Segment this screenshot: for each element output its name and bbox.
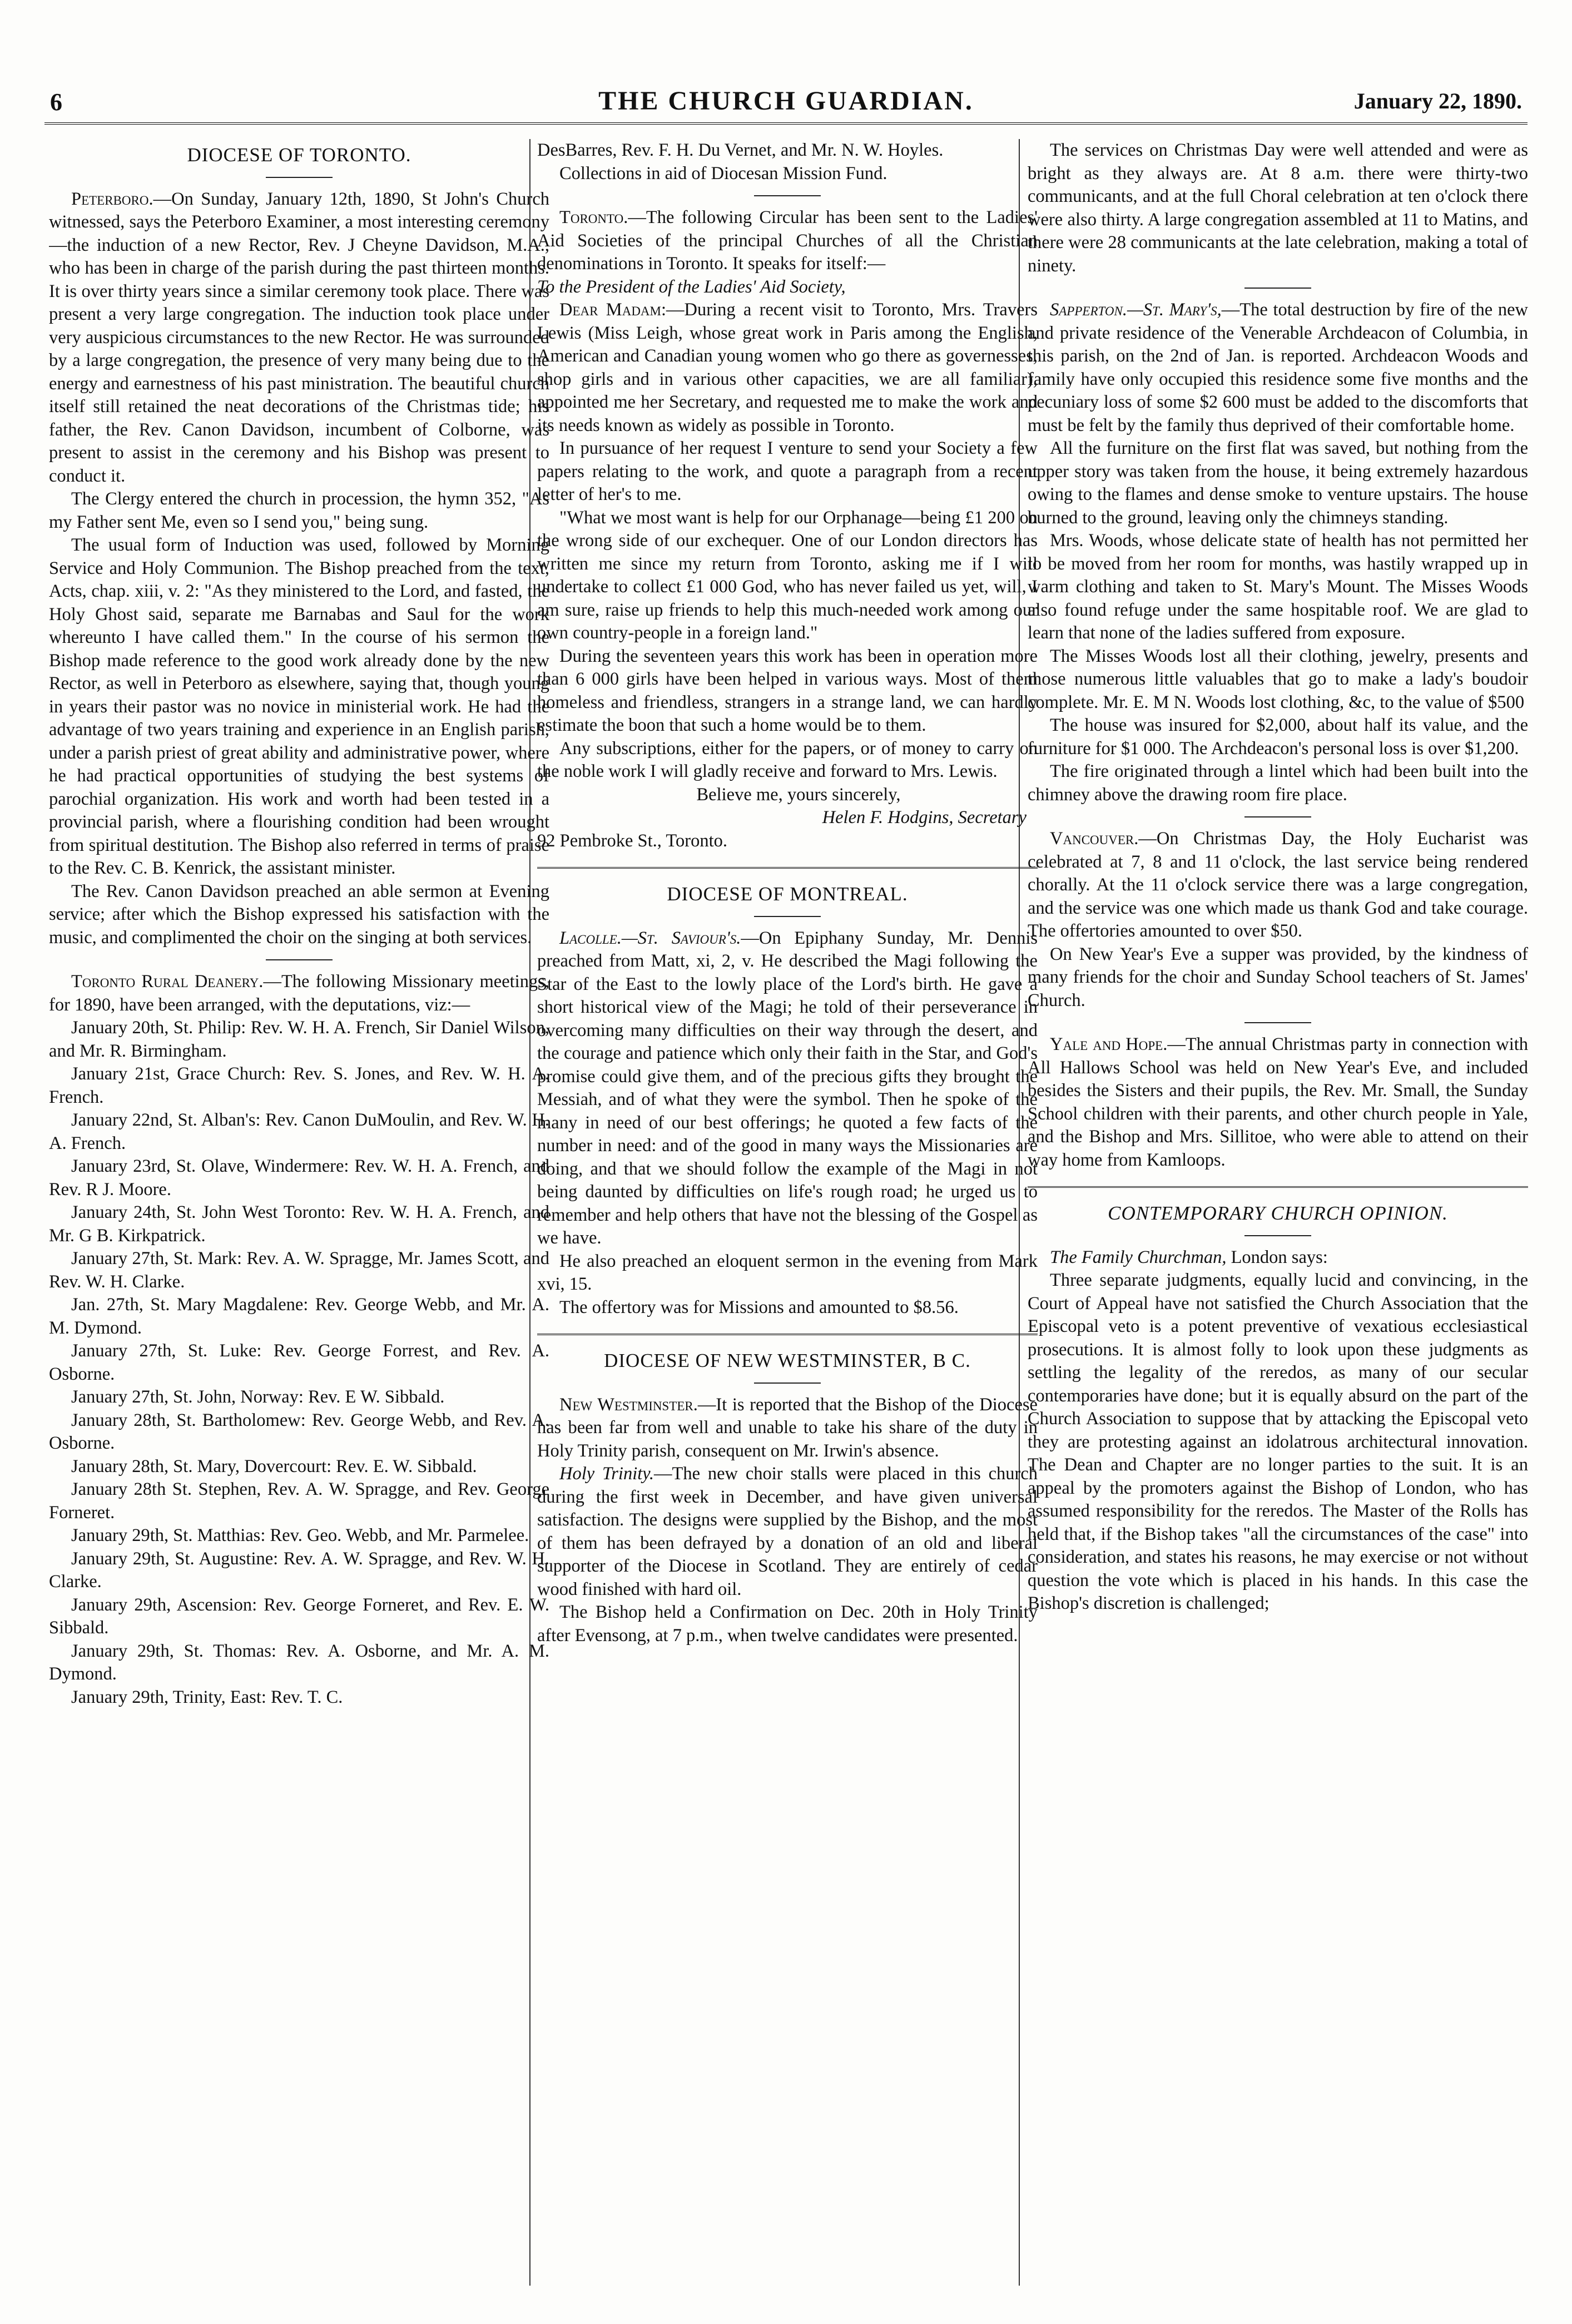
divider [1244, 1022, 1311, 1023]
letter-address: To the President of the Ladies' Aid Society, [537, 276, 846, 297]
paragraph-text: —The total destruction by fire of the new and private residence of the Venerable Archdeacon of Columbia, in this parish, on the 2nd of Jan. is reported. Archdeacon Woods and family have only occupied this residence some five months and the pecuniary loss of some $2 600 must be added to the discomforts that must be felt by the family thus deprived of their comfortable home. [1028, 300, 1528, 435]
list-item: January 23rd, St. Olave, Windermere: Rev. W. H. A. French, and Rev. R J. Moore. [49, 1156, 549, 1200]
list-item: January 27th, St. John, Norway: Rev. E W. Sibbald. [71, 1387, 445, 1407]
list-item: January 20th, St. Philip: Rev. W. H. A. French, Sir Daniel Wilson, and Mr. R. Birmingham. [49, 1018, 549, 1061]
divider [266, 177, 333, 178]
list-item: January 21st, Grace Church: Rev. S. Jones, and Rev. W. H. A. French. [49, 1064, 549, 1107]
divider [1244, 288, 1311, 289]
list-item: January 28th St. Stephen, Rev. A. W. Spragge, and Rev. George Forneret. [49, 1479, 549, 1523]
paragraph [49, 970, 549, 1017]
list-item: January 29th, St. Augustine: Rev. A. W. Spragge, and Rev. W. H. Clarke. [49, 1548, 549, 1592]
list-item: January 29th, St. Matthias: Rev. Geo. Webb, and Mr. Parmelee. [71, 1525, 529, 1545]
source-name: The Family Churchman, [1050, 1247, 1227, 1267]
paragraph: Collections in aid of Diocesan Mission Fund. [559, 163, 887, 184]
list-item: January 27th, St. Luke: Rev. George Forrest, and Rev. A. Osborne. [49, 1341, 549, 1384]
page-header [44, 83, 1528, 125]
section-divider [537, 867, 1038, 870]
section-heading: DIOCESE OF NEW WESTMINSTER, B C. [604, 1350, 971, 1371]
column-3 [1028, 139, 1528, 2297]
paragraph: "What we most want is help for our Orphanage—being £1 200 on the wrong side of our exchequer. One of our London directors has written me since my return from Toronto, asking me if I will undertake to collect £1 000 God, who has never failed us yet, will, I am sure, raise up friends to help this much-needed work among our own country-people in a foreign land." [537, 507, 1038, 643]
section-heading: DIOCESE OF MONTREAL. [667, 883, 908, 905]
list-item: January 22nd, St. Alban's: Rev. Canon DuMoulin, and Rev. W. H. A. French. [49, 1110, 549, 1153]
paragraph [1028, 1246, 1528, 1270]
section-heading: DIOCESE OF TORONTO. [187, 144, 411, 166]
list-item: January 29th, Trinity, East: Rev. T. C. [71, 1687, 343, 1707]
paragraph [537, 299, 1038, 437]
dateline: Peterboro. [71, 189, 153, 209]
signature: Helen F. Hodgins, Secretary [822, 807, 1026, 827]
paragraph: Three separate judgments, equally lucid and convincing, in the Court of Appeal have not satisfied the Church Association that the Episcopal veto is a potent preventive of vexatious ecclesiastical prosecutions. It is almost folly to look upon these judgments as settling the legality of the reredos, as many of our secular contemporaries have done; but it is equally absurd on the part of the Church Association to suppose that by attacking the Episcopal veto they are protesting against an idolatrous architectural innovation. The Dean and Chapter are no longer parties to the suit. It is an appeal by the promoters against the Bishop of London, who has assumed responsibility for the reredos. The Master of the Rolls has held that, if the Bishop takes "all the circumstances of the case" into consideration, and states his reasons, he may exercise or not without question the vote which is placed in his hands. In this case the Bishop's discretion is challenged; [1028, 1270, 1528, 1613]
paragraph: The Clergy entered the church in procession, the hymn 352, "As my Father sent Me, even so I send you," being sung. [49, 489, 549, 532]
paragraph: He also preached an eloquent sermon in the evening from Mark xvi, 15. [537, 1251, 1038, 1294]
masthead-title: THE CHURCH GUARDIAN. [598, 86, 974, 116]
paragraph-text: —It is reported that the Bishop of the Diocese has been far from well and unable to take his share of the duty in Holy Trinity parish, consequent on Mr. Irwin's absence. [537, 1394, 1038, 1461]
paragraph: Any subscriptions, either for the papers, or of money to carry on the noble work I will gladly receive and forward to Mrs. Lewis. [537, 738, 1038, 781]
dateline: Holy Trinity. [559, 1464, 654, 1484]
divider [754, 1382, 821, 1384]
list-item: January 28th, St. Bartholomew: Rev. George Webb, and Rev. A. Osborne. [49, 1410, 549, 1453]
paragraph [49, 188, 549, 488]
list-item: January 28th, St. Mary, Dovercourt: Rev. E. W. Sibbald. [71, 1456, 477, 1476]
paragraph: The usual form of Induction was used, followed by Morning Service and Holy Communion. The Bishop preached from the text, Acts, chap. xiii, v. 2: "As they ministered to the Lord, and fasted, the Holy Ghost said, separate me Barnabas and Saul for the work whereunto I have called them." In the course of his sermon the Bishop made reference to the good work already done by the new Rector, as well in Peterboro as elsewhere, saying that, though young in years their pastor was no novice in ministerial work. He had the advantage of two years training and experience in an English parish, under a parish priest of great ability and administrative power, where he had practical opportunities of studying the best systems of parochial organization. His work and worth had been tested in a provincial parish, where a flourishing condition had been wrought from spiritual destitution. The Bishop also referred in terms of praise to the Rev. C. B. Kenrick, the assistant minister. [49, 535, 549, 878]
paragraph-text: —On Christmas Day, the Holy Eucharist was celebrated at 7, 8 and 11 o'clock, the last service being rendered chorally. At the 11 o'clock service there was a large congregation, and the service was one which made us thank God and take courage. The offertories amounted to over $50. [1028, 829, 1528, 941]
paragraph-text: —The following Missionary meetings, for 1890, have been arranged, with the deputations, viz:— [49, 972, 549, 1015]
paragraph [537, 1394, 1038, 1463]
section-heading: CONTEMPORARY CHURCH OPINION. [1108, 1202, 1448, 1224]
list-item: January 29th, St. Thomas: Rev. A. Osborne, and Mr. A. M. Dymond. [49, 1641, 549, 1684]
paragraph: All the furniture on the first flat was saved, but nothing from the upper story was taken from the house, it being extremely hazardous owing to the flames and dense smoke to venture upstairs. The house burned to the ground, leaving only the chimneys standing. [1028, 438, 1528, 528]
paragraph [537, 206, 1038, 276]
paragraph: The offertory was for Missions and amounted to $8.56. [559, 1297, 959, 1317]
paragraph: The services on Christmas Day were well attended and were as bright as they always are. At 8 a.m. there were thirty-two communicants, and at the full Choral celebration at ten o'clock there were also thirty. A large congregation assembled at 11 to Matins, and there were 28 communicants at the late celebration, making a total of ninety. [1028, 140, 1528, 276]
paragraph [1028, 299, 1528, 437]
paragraph: Mrs. Woods, whose delicate state of health has not permitted her to be moved from her room for months, was hastily wrapped up in warm clothing and taken to St. Mary's Mount. The Misses Woods also found refuge under the same hospitable roof. We are glad to learn that none of the ladies suffered from exposure. [1028, 531, 1528, 643]
letter-address: 92 Pembroke St., Toronto. [537, 830, 727, 851]
divider [266, 959, 333, 960]
paragraph: The house was insured for $2,000, about half its value, and the furniture for $1 000. The Archdeacon's personal loss is over $1,200. [1028, 715, 1528, 759]
dateline: Vancouver. [1050, 829, 1139, 849]
paragraph-text: —On Sunday, January 12th, 1890, St John's Church witnessed, says the Peterboro Examiner, a most interesting ceremony—the induction of a new Rector, Rev. J Cheyne Davidson, M.A., who has been in charge of the parish during the past thirteen months. It is over thirty years since a similar ceremony took place. There was present a very large congregation. The induction took place under very auspicious circumstances to the new Rector. He was surrounded by a large congregation, the presence of very many being due to the energy and earnestness of his past ministration. The beautiful church itself still retained the neat decorations of the Christmas tide; his father, the Rev. Canon Davidson, incumbent of Colborne, was present to assist in the ceremony and his Bishop was present to conduct it. [49, 189, 549, 486]
column-2 [537, 139, 1038, 2297]
paragraph [537, 927, 1038, 1250]
list-item: January 24th, St. John West Toronto: Rev. W. H. A. French, and Mr. G B. Kirkpatrick. [49, 1202, 549, 1246]
divider [1244, 1235, 1311, 1236]
dateline: Toronto. [559, 207, 628, 227]
paragraph: The fire originated through a lintel which had been built into the chimney above the drawing room fire place. [1028, 761, 1528, 805]
section-divider [537, 1334, 1038, 1337]
section-divider [1028, 1186, 1528, 1190]
paragraph [537, 1463, 1038, 1601]
paragraph [1028, 827, 1528, 943]
paragraph: The Misses Woods lost all their clothing, jewelry, presents and those numerous little valuables that go to make a lady's boudoir complete. Mr. E. M N. Woods lost clothing, &c, to the value of $500 [1028, 646, 1528, 712]
paragraph-text: London says: [1226, 1247, 1328, 1267]
dateline: Toronto Rural Deanery. [71, 972, 264, 992]
dateline: Lacolle.—St. Saviour's. [559, 928, 741, 948]
paragraph: The Rev. Canon Davidson preached an able sermon at Evening service; after which the Bishop expressed his satisfaction with the music, and complimented the choir on the singing at both services. [49, 881, 549, 948]
list-item: Jan. 27th, St. Mary Magdalene: Rev. George Webb, and Mr. A. M. Dymond. [49, 1295, 549, 1338]
column-1 [49, 139, 549, 2297]
divider [1244, 816, 1311, 817]
paragraph-text: —The following Circular has been sent to the Ladies' Aid Societies of the principal Churches of all the Christian denominations in Toronto. It speaks for itself:— [537, 207, 1038, 274]
paragraph: During the seventeen years this work has been in operation more than 6 000 girls have been helped in various ways. Most of them homeless and friendless, strangers in a strange land, we can hardly estimate the boon that such a home would be to them. [537, 646, 1038, 735]
paragraph [1028, 1033, 1528, 1172]
page-number: 6 [50, 88, 62, 116]
paragraph-text: —During a recent visit to Toronto, Mrs. Travers Lewis (Miss Leigh, whose great work in Paris among the English, American and Canadian young women who go there as governesses, shop girls and in various other capacities, we are all familiar), appointed me her Secretary, and requested me to make the work and its needs known as widely as possible in Toronto. [537, 300, 1038, 435]
paragraph: The Bishop held a Confirmation on Dec. 20th in Holy Trinity after Evensong, at 7 p.m., when twelve candidates were presented. [537, 1602, 1038, 1646]
divider [754, 916, 821, 917]
paragraph: In pursuance of her request I venture to send your Society a few papers relating to the work, and quote a paragraph from a recent letter of her's to me. [537, 438, 1038, 504]
paragraph: On New Year's Eve a supper was provided, by the kindness of many friends for the choir and Sunday School teachers of St. James' Church. [1028, 944, 1528, 1010]
paragraph-text: —On Epiphany Sunday, Mr. Dennis preached from Matt, xi, 2, v. He described the Magi following the Star of the East to the lowly place of the Lord's birth. He gave a short historical view of the Magi; he told of their perseverance in overcoming many difficulties on their way through the desert, and the courage and patience which only their faith in the Star, and God's promise could give them, and of the precious gifts they brought the Messiah, and of what they were the symbol. Then he spoke of the many in need of our best offerings; he quoted a few facts of the number in need: and of the good in many ways the Missionaries are doing, and that we should follow the example of the Magi in not being daunted by difficulties on life's rough road; he urged us to remember and help others that have not the blessing of the Gospel as we have. [537, 928, 1038, 1248]
list-item: January 27th, St. Mark: Rev. A. W. Spragge, Mr. James Scott, and Rev. W. H. Clarke. [49, 1248, 549, 1292]
salutation: Dear Madam: [559, 300, 667, 320]
letter-closing: Believe me, yours sincerely, [696, 784, 901, 805]
divider [754, 195, 821, 196]
issue-date: January 22, 1890. [1353, 88, 1522, 113]
paragraph-text: —The annual Christmas party in connection with All Hallows School was held on New Year's Eve, and included besides the Sisters and their pupils, the Rev. Mr. Small, the Sunday School children with their parents, and other church people in Yale, and the Bishop and Mrs. Sillitoe, who were able to attend on their way home from Kamloops. [1028, 1034, 1528, 1170]
dateline: Yale and Hope. [1050, 1034, 1168, 1054]
paragraph: DesBarres, Rev. F. H. Du Vernet, and Mr. N. W. Hoyles. [537, 140, 944, 160]
paragraph-text: —The new choir stalls were placed in this church during the first week in December, and have given universal satisfaction. The designs were supplied by the Bishop, and the most of them has been defrayed by a donation of an old and liberal supporter of the Diocese in Scotland. They are entirely of cedar wood finished with hard oil. [537, 1464, 1038, 1599]
dateline: Sapperton.—St. Mary's, [1050, 300, 1222, 320]
list-item: January 29th, Ascension: Rev. George Forneret, and Rev. E. W. Sibbald. [49, 1594, 549, 1638]
dateline: New Westminster. [559, 1394, 698, 1415]
